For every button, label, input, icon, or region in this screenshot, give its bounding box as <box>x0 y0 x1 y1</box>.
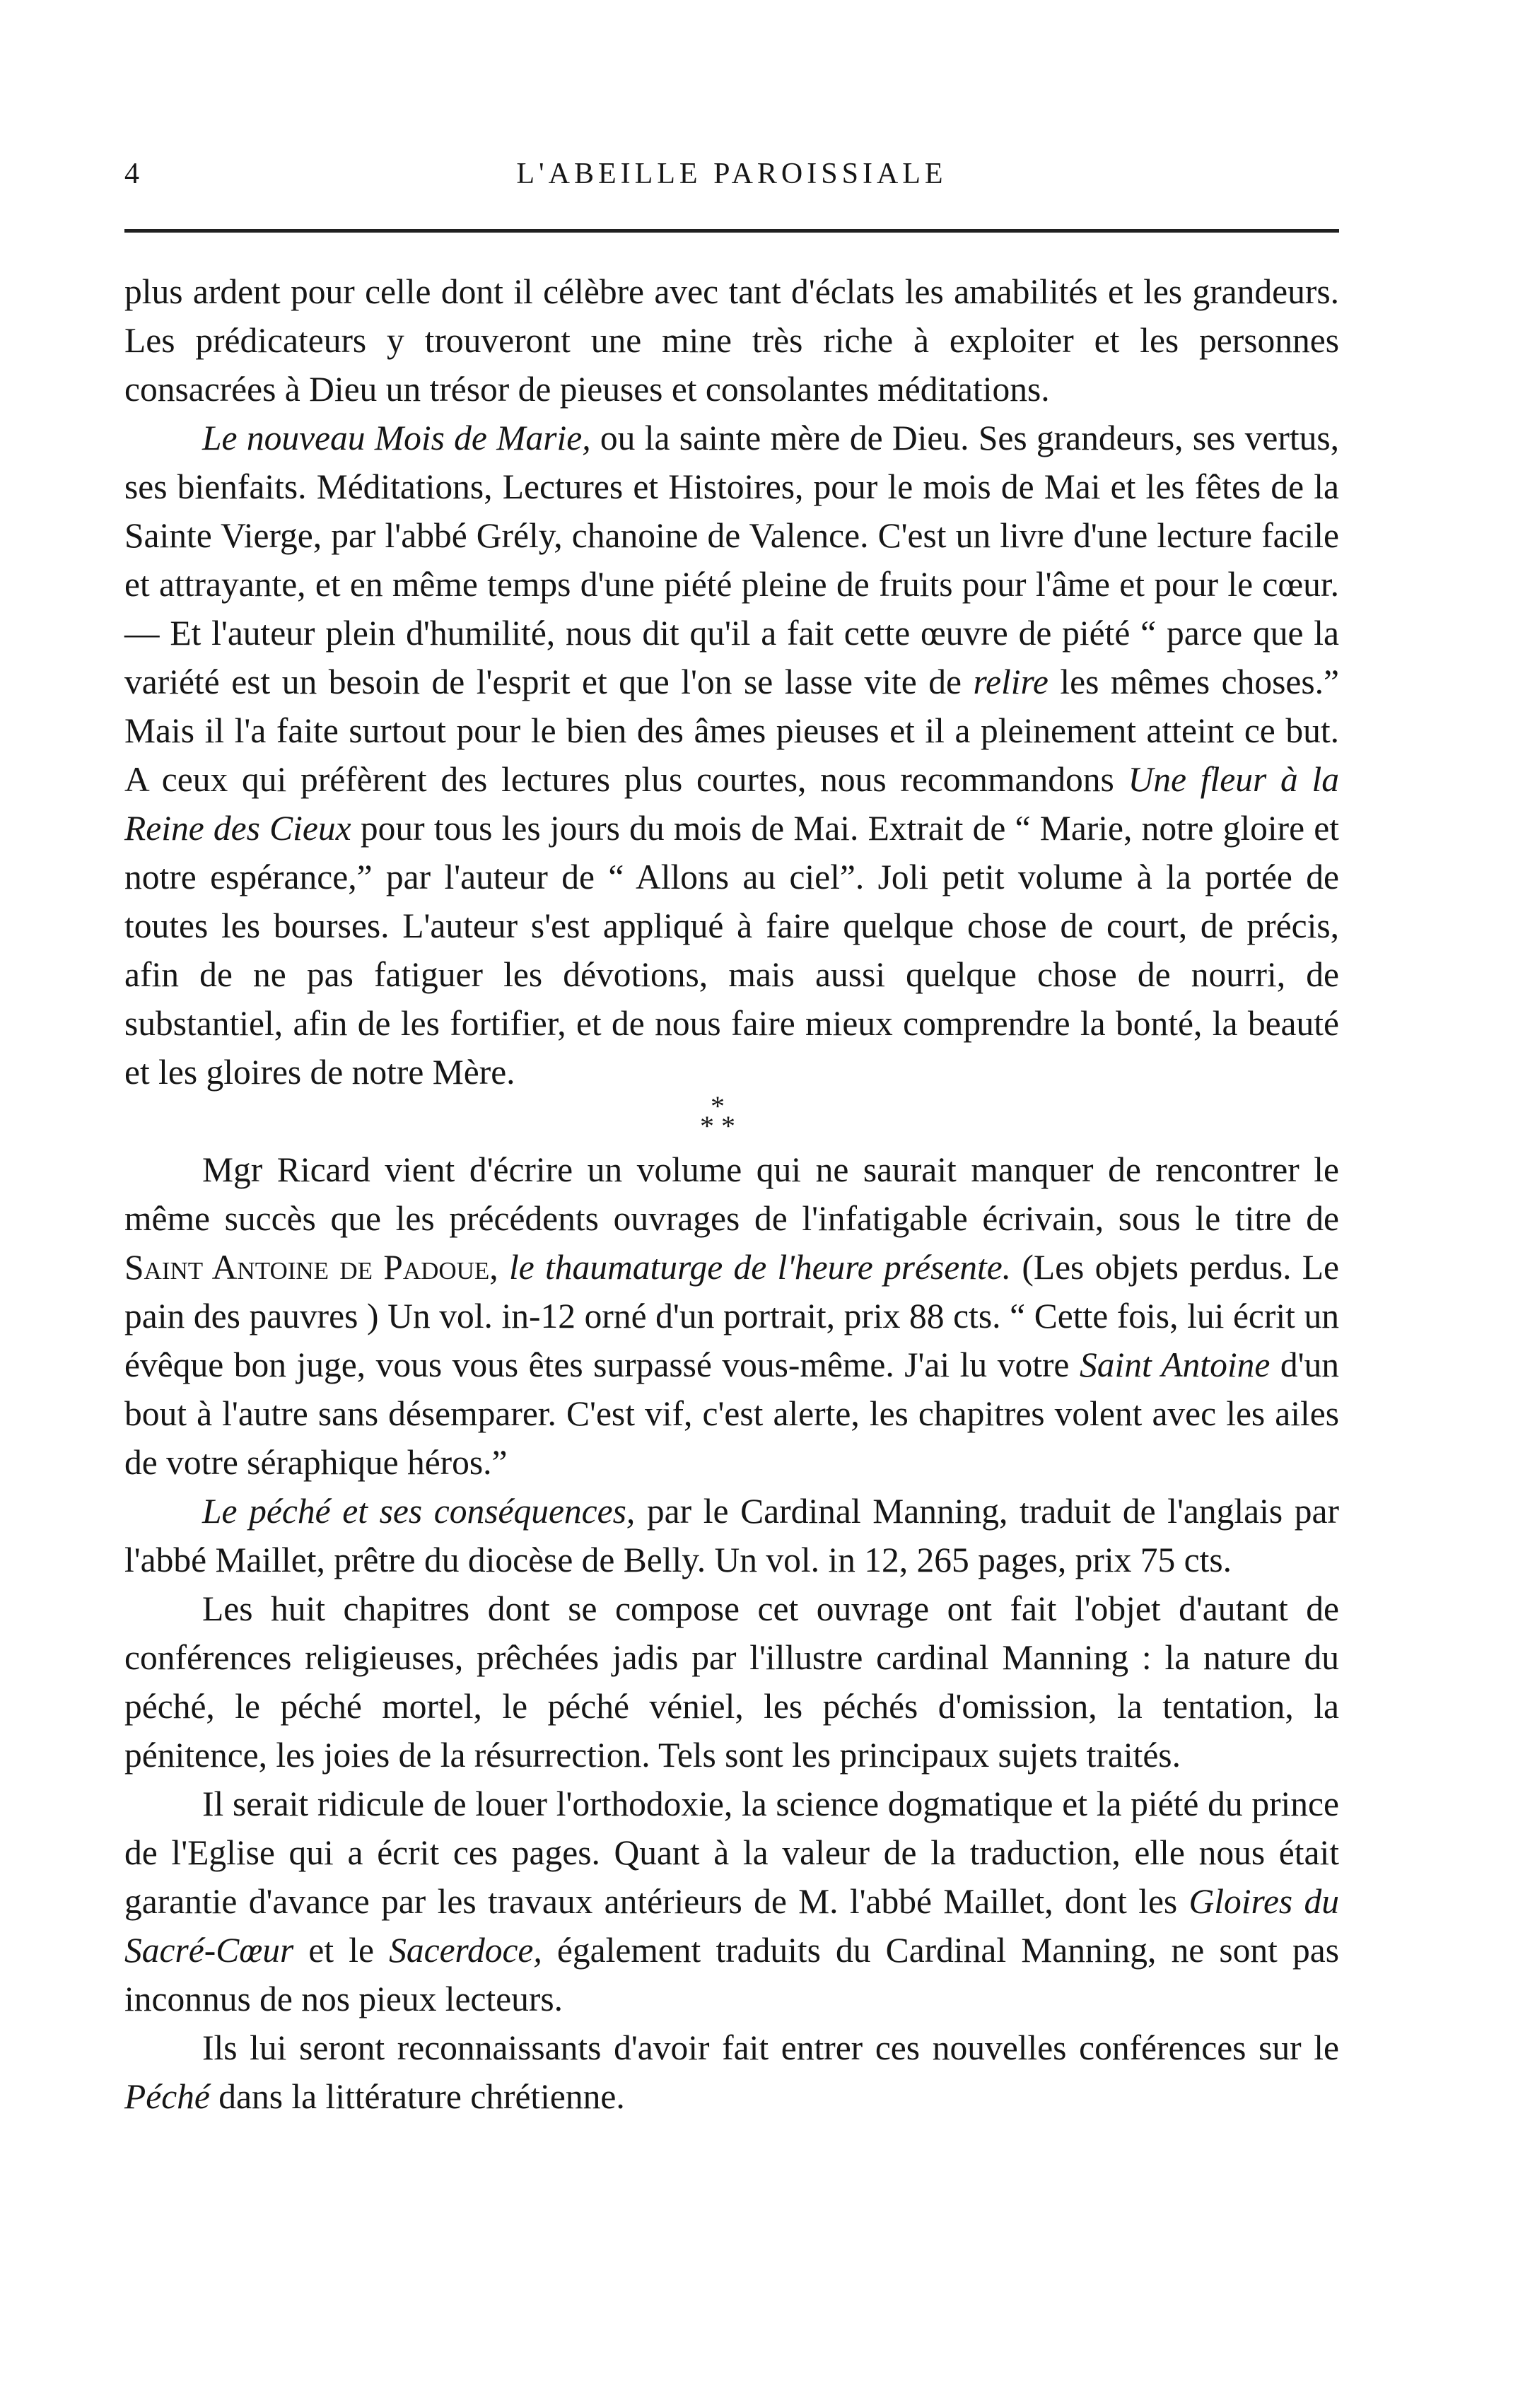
paragraph-5 <box>124 1584 1339 1779</box>
text-run: également traduits du Cardinal Manning, ne sont pas inconnus de nos pieux lecteurs. <box>124 1931 1339 2018</box>
text-run: Mgr Ricard vient d'écrire un volume qui ne saurait manquer de rencontrer le même succès que les précédents ouvrages de l'infatigable écrivain, sous le titre de <box>124 1150 1339 1238</box>
text-run: les mêmes choses.” Mais il l'a faite surtout pour le bien des âmes pieuses et il a pleinement atteint ce but. A ceux qui préfèrent des lectures plus courtes, nous recommandons <box>124 662 1339 799</box>
text-run: et le <box>293 1931 390 1970</box>
text-run: Péché <box>124 2077 210 2116</box>
paragraph-4 <box>124 1487 1339 1584</box>
asterism-separator: * * * <box>700 1090 735 1142</box>
text-run: Les huit chapitres dont se compose cet ouvrage ont fait l'objet d'autant de conférences religieuses, prêchées jadis par l'illustre cardinal Manning : la nature du péché, le péché mortel, le péché véniel, les péchés d'omission, la tentation, la pénitence, les joies de la résurrection. Tels sont les principaux sujets traités. <box>124 1589 1339 1775</box>
paragraph-7 <box>124 2023 1339 2121</box>
text-run: Le nouveau Mois de Marie, <box>202 419 591 457</box>
text-run: d'un bout à l'autre sans désemparer. C'est vif, c'est alerte, les chapitres volent avec les ailes de votre séraphique héros.” <box>124 1345 1339 1482</box>
text-run: Saint Antoine <box>1079 1345 1271 1384</box>
text-run: Il serait ridicule de louer l'orthodoxie, la science dogmatique et la piété du prince de l'Eglise qui a écrit ces pages. Quant à la valeur de la traduction, elle nous était garantie d'avance par les travaux antérieurs de M. l'abbé Maillet, dont les <box>124 1784 1339 1921</box>
text-run: Sacerdoce, <box>389 1931 542 1970</box>
page-number: 4 <box>124 158 144 190</box>
text-run <box>498 1248 509 1287</box>
text-run: le thaumaturge de l'heure présente. <box>509 1248 1012 1287</box>
text-run: Ils lui seront reconnaissants d'avoir fait entrer ces nouvelles conférences sur le <box>202 2028 1339 2067</box>
paragraph-6 <box>124 1779 1339 2023</box>
text-run: Gloires du Sacré-Cœur <box>124 1882 1339 1970</box>
text-run: par le Cardinal Manning, traduit de l'anglais par l'abbé Maillet, prêtre du diocèse de Belly. Un vol. in 12, 265 pages, prix 75 cts. <box>124 1492 1339 1579</box>
text-run: ou la sainte mère de Dieu. Ses grandeurs, ses vertus, ses bienfaits. Méditations, Lectures et Histoires, pour le mois de Mai et les fêtes de la Sainte Vierge, par l'abbé Grély, chanoine de Valence. C'est un livre d'une lecture facile et attrayante, et en même temps d'une piété pleine de fruits pour l'âme et pour le cœur. — Et l'auteur plein d'humilité, nous dit qu'il a fait cette œuvre de piété “ parce que la variété est un besoin de l'esprit et que l'on se lasse vite de <box>124 419 1339 701</box>
text-run: (Les objets perdus. Le pain des pauvres ) Un vol. in-12 orné d'un portrait, prix 88 cts. “ Cette fois, lui écrit un évêque bon juge, vous vous êtes surpassé vous-même. J'ai lu votre <box>124 1248 1339 1384</box>
text-run: pour tous les jours du mois de Mai. Extrait de “ Marie, notre gloire et notre espérance,” par l'auteur de “ Allons au ciel”. Joli petit volume à la portée de toutes les bourses. L'auteur s'est appliqué à faire quelque chose de court, de précis, afin de ne pas fatiguer les dévotions, mais aussi quelque chose de nourri, de substantiel, afin de les fortifier, et de nous faire mieux comprendre la bonté, la beauté et les gloires de notre Mère. <box>124 809 1340 1092</box>
page-header <box>124 157 1339 199</box>
text-run: Le péché et ses conséquences, <box>202 1492 636 1531</box>
paragraph-2 <box>124 414 1339 1097</box>
text-run: Saint Antoine de Padoue, <box>124 1248 498 1287</box>
text-run: Une fleur à la Reine des Cieux <box>124 760 1340 848</box>
page-body <box>124 267 1339 2121</box>
header-rule <box>124 229 1339 233</box>
paragraph-1 <box>124 267 1339 414</box>
running-head: L'ABEILLE PAROISSIALE <box>516 158 947 190</box>
paragraph-3 <box>124 1145 1339 1487</box>
text-run: dans la littérature chrétienne. <box>209 2077 625 2116</box>
text-run: relire <box>973 662 1049 701</box>
text-run: plus ardent pour celle dont il célèbre avec tant d'éclats les amabilités et les grandeurs. Les prédicateurs y trouveront une mine très riche à exploiter et les personnes consacrées à Dieu un trésor de pieuses et consolantes méditations. <box>124 272 1339 409</box>
